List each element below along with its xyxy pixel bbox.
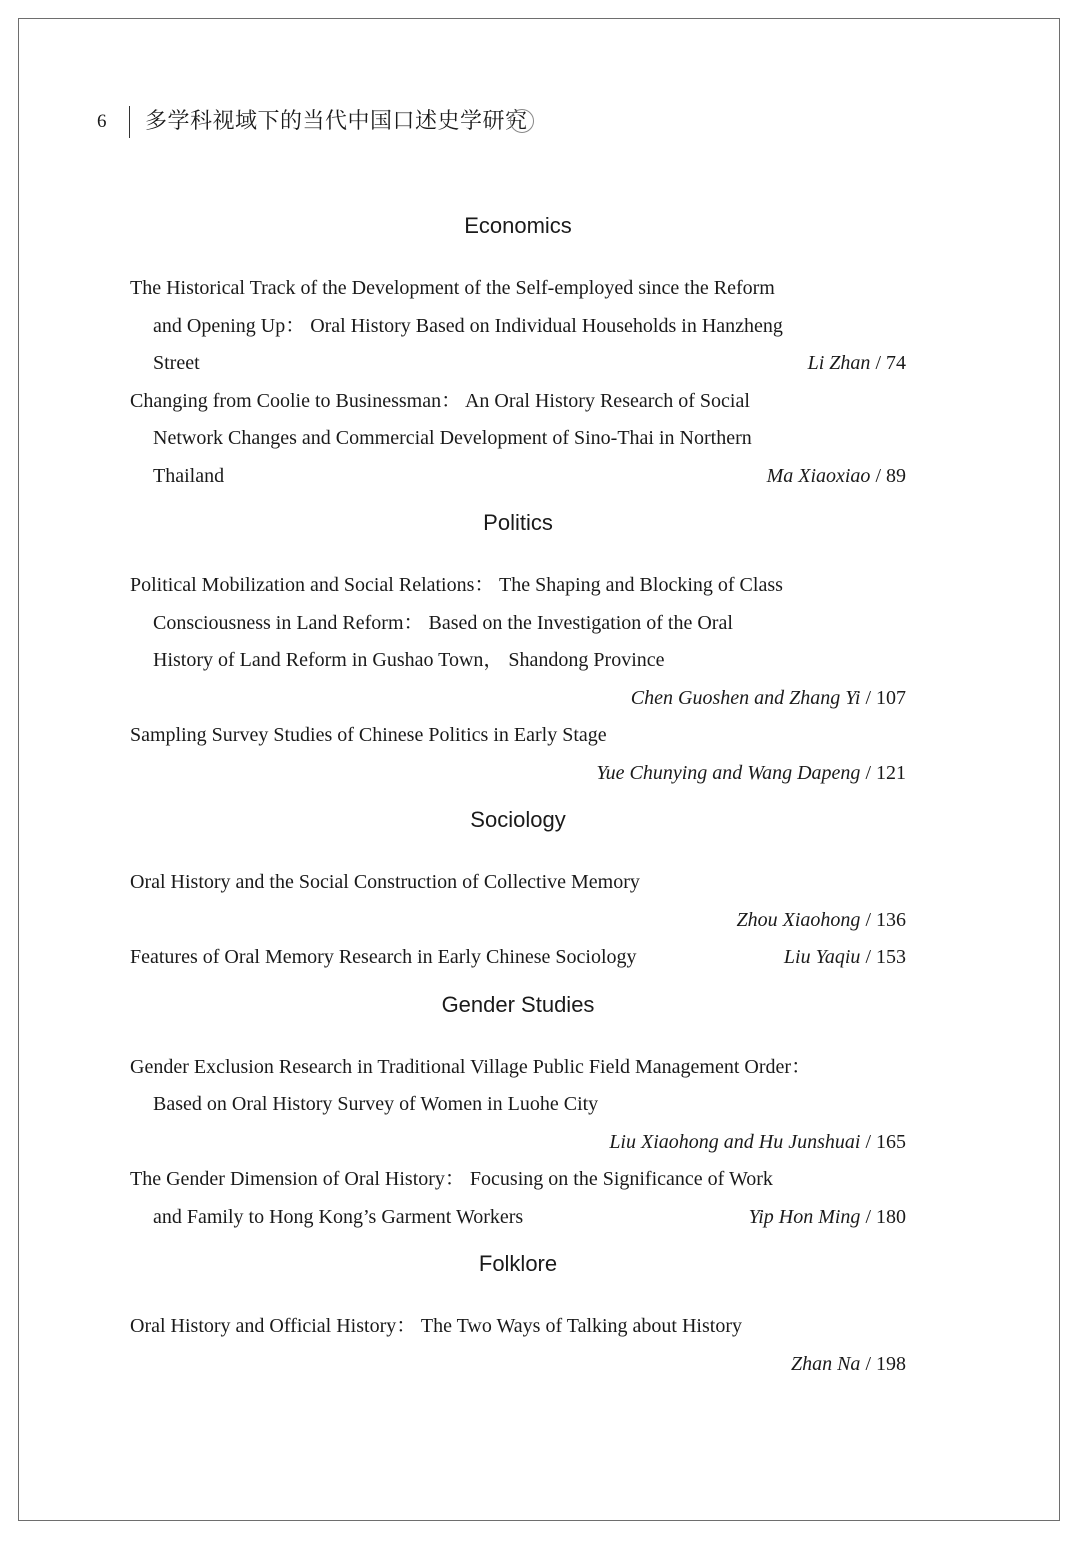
entry-title-line: and Family to Hong Kong’s Garment Workers (153, 1205, 524, 1228)
toc-entry[interactable] (130, 864, 906, 939)
entry-page: / 121 (865, 761, 906, 784)
entry-byline (749, 1199, 906, 1237)
entry-page: / 74 (875, 352, 906, 374)
entry-byline (767, 458, 906, 496)
page-number: 6 (97, 111, 107, 132)
section-sociology (130, 806, 906, 977)
entry-byline (130, 1124, 906, 1162)
book-title: 多学科视域下的当代中国口述史学研究 (145, 108, 534, 134)
seal-stamp-icon (510, 109, 534, 133)
entry-byline (784, 939, 906, 977)
entry-last-line (130, 1199, 906, 1237)
section-folklore (130, 1250, 906, 1383)
entry-last-line (130, 345, 906, 383)
entry-author: Yue Chunying and Wang Dapeng (596, 761, 861, 784)
entry-page: / 107 (865, 686, 906, 709)
entry-title-line: and Opening Up： Oral History Based on Individual Households in Hanzheng (153, 314, 783, 337)
entry-title-line: Based on Oral History Survey of Women in Luohe City (153, 1093, 599, 1115)
header-divider (129, 106, 130, 138)
entry-title-line: Changing from Coolie to Businessman： An Oral History Research of Social (130, 389, 750, 412)
entry-byline (130, 1346, 906, 1384)
entry-author: Zhou Xiaohong (736, 908, 861, 931)
entry-author: Liu Yaqiu (783, 946, 861, 968)
entry-author: Zhan Na (790, 1352, 861, 1375)
section-title: Gender Studies (441, 991, 595, 1017)
entry-author: Yip Hon Ming (748, 1205, 861, 1228)
entry-author: Ma Xiaoxiao (766, 464, 871, 487)
entry-page: / 89 (875, 464, 906, 487)
entry-title-line: Oral History and Official History： The Two Ways of Talking about History (130, 1315, 742, 1337)
section-title: Sociology (470, 807, 566, 832)
entry-last-line (130, 939, 906, 977)
entry-page: / 165 (865, 1130, 906, 1153)
toc-entry[interactable] (130, 270, 906, 383)
toc-entry[interactable] (130, 939, 906, 977)
entry-title-line: Features of Oral Memory Research in Early Chinese Sociology (130, 946, 637, 968)
toc-entry[interactable] (130, 567, 906, 717)
entry-page: / 180 (865, 1205, 906, 1228)
entry-page: / 198 (865, 1352, 906, 1375)
entry-title-line: History of Land Reform in Gushao Town， Shandong Province (153, 649, 665, 671)
entry-title-line: Thailand (153, 464, 225, 487)
entry-title-line: Gender Exclusion Research in Traditional Village Public Field Management Order： (130, 1055, 812, 1078)
toc-entry[interactable] (130, 1161, 906, 1236)
entry-last-line (130, 458, 906, 496)
entry-title-line: Oral History and the Social Construction of Collective Memory (130, 871, 640, 893)
entry-page: / 153 (865, 946, 906, 968)
entry-title-line: The Historical Track of the Development of the Self-employed since the Reform (130, 277, 775, 299)
entry-byline (130, 755, 906, 793)
entry-byline (808, 345, 906, 383)
entry-title-line: Street (153, 352, 200, 374)
section-gender-studies (130, 991, 906, 1237)
section-title: Politics (483, 510, 553, 535)
entry-title-line: Consciousness in Land Reform： Based on the Investigation of the Oral (153, 611, 733, 634)
section-politics (130, 509, 906, 792)
toc-entry[interactable] (130, 383, 906, 496)
section-title: Economics (464, 213, 572, 238)
entry-author: Chen Guoshen and Zhang Yi (630, 686, 861, 709)
toc-entry[interactable] (130, 717, 906, 792)
entry-author: Li Zhan (807, 352, 871, 374)
toc-entry[interactable] (130, 1049, 906, 1162)
section-economics (130, 212, 906, 495)
entry-title-line: Political Mobilization and Social Relations： The Shaping and Blocking of Class (130, 574, 783, 596)
toc-entry[interactable] (130, 1308, 906, 1383)
entry-title-line: Network Changes and Commercial Development of Sino-Thai in Northern (153, 427, 752, 449)
entry-author: Liu Xiaohong and Hu Junshuai (609, 1130, 861, 1153)
entry-title-line: The Gender Dimension of Oral History： Focusing on the Significance of Work (130, 1168, 773, 1190)
entry-byline (130, 902, 906, 940)
section-title: Folklore (478, 1251, 558, 1276)
entry-title-line: Sampling Survey Studies of Chinese Politics in Early Stage (130, 724, 607, 746)
table-of-contents (130, 212, 906, 1397)
entry-byline (130, 680, 906, 718)
entry-page: / 136 (865, 908, 906, 931)
